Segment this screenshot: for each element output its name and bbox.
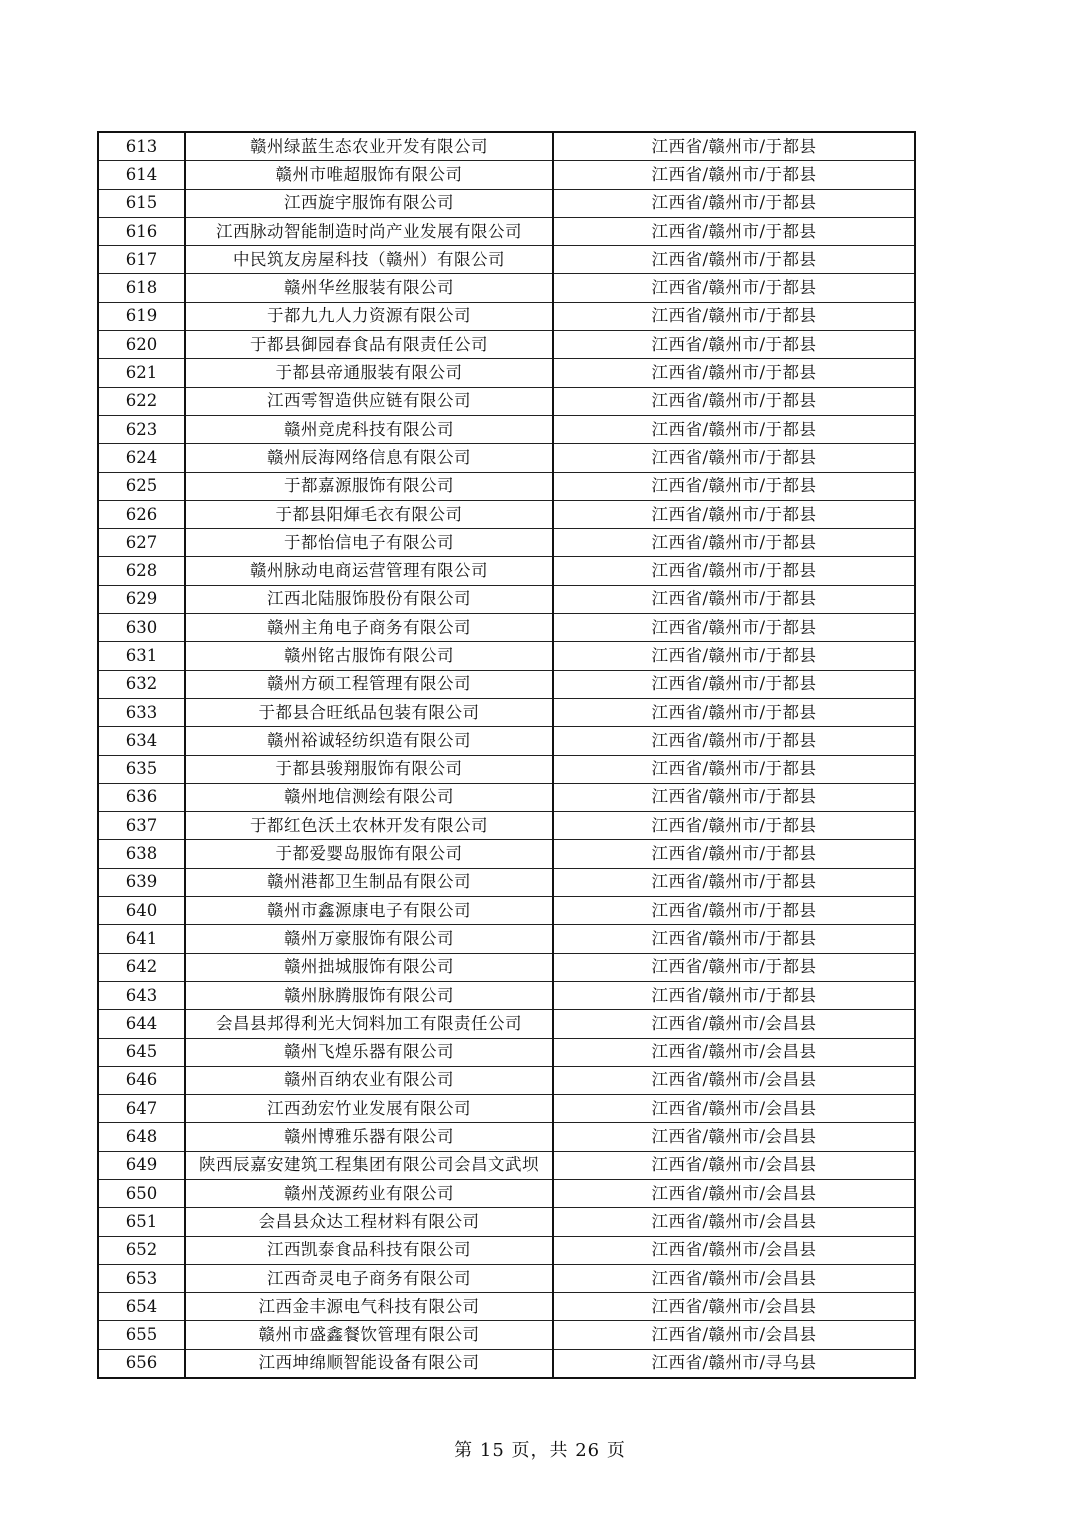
company-name: 赣州博雅乐器有限公司	[185, 1123, 553, 1151]
company-name: 赣州华丝服装有限公司	[185, 274, 553, 302]
table-row	[98, 472, 915, 500]
company-name: 于都县阳煇毛衣有限公司	[185, 500, 553, 528]
row-number: 646	[98, 1066, 185, 1094]
region: 江西省/赣州市/于都县	[553, 953, 915, 981]
region: 江西省/赣州市/于都县	[553, 444, 915, 472]
table-row	[98, 981, 915, 1009]
company-name: 江西旋宇服饰有限公司	[185, 189, 553, 217]
company-name: 赣州辰海网络信息有限公司	[185, 444, 553, 472]
company-name: 赣州市唯超服饰有限公司	[185, 161, 553, 189]
company-name: 赣州裕诚轻纺织造有限公司	[185, 727, 553, 755]
company-name: 于都县帝通服装有限公司	[185, 359, 553, 387]
table-row	[98, 1236, 915, 1264]
region: 江西省/赣州市/于都县	[553, 812, 915, 840]
company-name: 赣州茂源药业有限公司	[185, 1179, 553, 1207]
table-row	[98, 1264, 915, 1292]
region: 江西省/赣州市/会昌县	[553, 1066, 915, 1094]
row-number: 640	[98, 897, 185, 925]
region: 江西省/赣州市/于都县	[553, 840, 915, 868]
table-row	[98, 1151, 915, 1179]
company-name: 于都怡信电子有限公司	[185, 529, 553, 557]
region: 江西省/赣州市/于都县	[553, 698, 915, 726]
region: 江西省/赣州市/会昌县	[553, 1151, 915, 1179]
table-row	[98, 614, 915, 642]
table-row	[98, 1179, 915, 1207]
company-name: 江西雩智造供应链有限公司	[185, 387, 553, 415]
table-row	[98, 274, 915, 302]
row-number: 634	[98, 727, 185, 755]
company-name: 于都县合旺纸品包装有限公司	[185, 698, 553, 726]
company-name: 赣州地信测绘有限公司	[185, 783, 553, 811]
table-row	[98, 1095, 915, 1123]
table-row	[98, 189, 915, 217]
table-row	[98, 132, 915, 161]
table-row	[98, 868, 915, 896]
region: 江西省/赣州市/会昌县	[553, 1208, 915, 1236]
company-name: 赣州飞煌乐器有限公司	[185, 1038, 553, 1066]
region: 江西省/赣州市/于都县	[553, 500, 915, 528]
company-name: 江西凯泰食品科技有限公司	[185, 1236, 553, 1264]
table-row	[98, 925, 915, 953]
region: 江西省/赣州市/会昌县	[553, 1179, 915, 1207]
company-name: 赣州拙城服饰有限公司	[185, 953, 553, 981]
row-number: 628	[98, 557, 185, 585]
company-name: 于都嘉源服饰有限公司	[185, 472, 553, 500]
row-number: 656	[98, 1349, 185, 1378]
row-number: 638	[98, 840, 185, 868]
company-name: 江西坤绵顺智能设备有限公司	[185, 1349, 553, 1378]
table-row	[98, 585, 915, 613]
table-row	[98, 161, 915, 189]
row-number: 650	[98, 1179, 185, 1207]
row-number: 613	[98, 132, 185, 161]
region: 江西省/赣州市/于都县	[553, 981, 915, 1009]
region: 江西省/赣州市/于都县	[553, 868, 915, 896]
row-number: 622	[98, 387, 185, 415]
table-row	[98, 698, 915, 726]
row-number: 629	[98, 585, 185, 613]
table-row	[98, 415, 915, 443]
region: 江西省/赣州市/于都县	[553, 161, 915, 189]
company-name: 赣州铭古服饰有限公司	[185, 642, 553, 670]
region: 江西省/赣州市/会昌县	[553, 1293, 915, 1321]
company-name: 中民筑友房屋科技（赣州）有限公司	[185, 246, 553, 274]
region: 江西省/赣州市/会昌县	[553, 1095, 915, 1123]
row-number: 649	[98, 1151, 185, 1179]
row-number: 643	[98, 981, 185, 1009]
table-row	[98, 1349, 915, 1378]
row-number: 619	[98, 302, 185, 330]
region: 江西省/赣州市/于都县	[553, 783, 915, 811]
table-row	[98, 812, 915, 840]
row-number: 651	[98, 1208, 185, 1236]
row-number: 616	[98, 217, 185, 245]
company-name: 江西脉动智能制造时尚产业发展有限公司	[185, 217, 553, 245]
row-number: 617	[98, 246, 185, 274]
company-name: 江西劲宏竹业发展有限公司	[185, 1095, 553, 1123]
region: 江西省/赣州市/于都县	[553, 614, 915, 642]
row-number: 632	[98, 670, 185, 698]
region: 江西省/赣州市/于都县	[553, 359, 915, 387]
region: 江西省/赣州市/于都县	[553, 897, 915, 925]
row-number: 635	[98, 755, 185, 783]
region: 江西省/赣州市/于都县	[553, 132, 915, 161]
table-row	[98, 642, 915, 670]
company-name: 赣州百纳农业有限公司	[185, 1066, 553, 1094]
table-row	[98, 670, 915, 698]
company-name: 赣州市盛鑫餐饮管理有限公司	[185, 1321, 553, 1349]
row-number: 648	[98, 1123, 185, 1151]
row-number: 625	[98, 472, 185, 500]
region: 江西省/赣州市/于都县	[553, 246, 915, 274]
table-row	[98, 1321, 915, 1349]
table-row	[98, 217, 915, 245]
company-table	[97, 131, 916, 1379]
company-name: 赣州脉腾服饰有限公司	[185, 981, 553, 1009]
row-number: 652	[98, 1236, 185, 1264]
region: 江西省/赣州市/寻乌县	[553, 1349, 915, 1378]
company-name: 会昌县邦得利光大饲料加工有限责任公司	[185, 1010, 553, 1038]
region: 江西省/赣州市/于都县	[553, 472, 915, 500]
row-number: 633	[98, 698, 185, 726]
company-name: 赣州港都卫生制品有限公司	[185, 868, 553, 896]
row-number: 620	[98, 331, 185, 359]
region: 江西省/赣州市/于都县	[553, 557, 915, 585]
table-row	[98, 1123, 915, 1151]
table-row	[98, 755, 915, 783]
row-number: 641	[98, 925, 185, 953]
company-name: 于都红色沃土农林开发有限公司	[185, 812, 553, 840]
table-row	[98, 529, 915, 557]
company-name: 赣州主角电子商务有限公司	[185, 614, 553, 642]
table-row	[98, 1038, 915, 1066]
region: 江西省/赣州市/会昌县	[553, 1321, 915, 1349]
region: 江西省/赣州市/于都县	[553, 302, 915, 330]
company-name: 于都爱婴岛服饰有限公司	[185, 840, 553, 868]
region: 江西省/赣州市/于都县	[553, 331, 915, 359]
table-row	[98, 246, 915, 274]
table-row	[98, 331, 915, 359]
company-name: 赣州方硕工程管理有限公司	[185, 670, 553, 698]
table-row	[98, 387, 915, 415]
row-number: 639	[98, 868, 185, 896]
row-number: 631	[98, 642, 185, 670]
region: 江西省/赣州市/于都县	[553, 755, 915, 783]
row-number: 654	[98, 1293, 185, 1321]
region: 江西省/赣州市/于都县	[553, 189, 915, 217]
row-number: 614	[98, 161, 185, 189]
row-number: 624	[98, 444, 185, 472]
row-number: 647	[98, 1095, 185, 1123]
company-name: 于都九九人力资源有限公司	[185, 302, 553, 330]
region: 江西省/赣州市/于都县	[553, 415, 915, 443]
table-body	[98, 132, 915, 1378]
table-row	[98, 783, 915, 811]
table-row	[98, 1066, 915, 1094]
table-row	[98, 1208, 915, 1236]
table-row	[98, 1010, 915, 1038]
region: 江西省/赣州市/会昌县	[553, 1236, 915, 1264]
row-number: 615	[98, 189, 185, 217]
company-name: 于都县御园春食品有限责任公司	[185, 331, 553, 359]
row-number: 623	[98, 415, 185, 443]
table-row	[98, 727, 915, 755]
region: 江西省/赣州市/于都县	[553, 585, 915, 613]
region: 江西省/赣州市/于都县	[553, 217, 915, 245]
region: 江西省/赣州市/于都县	[553, 529, 915, 557]
company-name: 陕西辰嘉安建筑工程集团有限公司会昌文武坝	[185, 1151, 553, 1179]
company-name: 赣州市鑫源康电子有限公司	[185, 897, 553, 925]
row-number: 655	[98, 1321, 185, 1349]
row-number: 644	[98, 1010, 185, 1038]
row-number: 636	[98, 783, 185, 811]
region: 江西省/赣州市/于都县	[553, 925, 915, 953]
company-name: 赣州竞虎科技有限公司	[185, 415, 553, 443]
table-row	[98, 500, 915, 528]
region: 江西省/赣州市/会昌县	[553, 1123, 915, 1151]
row-number: 645	[98, 1038, 185, 1066]
row-number: 618	[98, 274, 185, 302]
region: 江西省/赣州市/于都县	[553, 642, 915, 670]
region: 江西省/赣州市/会昌县	[553, 1264, 915, 1292]
region: 江西省/赣州市/于都县	[553, 670, 915, 698]
company-name: 江西奇灵电子商务有限公司	[185, 1264, 553, 1292]
table-row	[98, 1293, 915, 1321]
row-number: 626	[98, 500, 185, 528]
row-number: 621	[98, 359, 185, 387]
row-number: 637	[98, 812, 185, 840]
page-footer: 第 15 页，共 26 页	[454, 1440, 626, 1461]
table-row	[98, 444, 915, 472]
company-name: 赣州绿蓝生态农业开发有限公司	[185, 132, 553, 161]
company-name: 江西北陆服饰股份有限公司	[185, 585, 553, 613]
table-row	[98, 359, 915, 387]
company-name: 赣州万豪服饰有限公司	[185, 925, 553, 953]
table-row	[98, 840, 915, 868]
company-name: 赣州脉动电商运营管理有限公司	[185, 557, 553, 585]
table-row	[98, 302, 915, 330]
region: 江西省/赣州市/会昌县	[553, 1010, 915, 1038]
region: 江西省/赣州市/于都县	[553, 727, 915, 755]
row-number: 642	[98, 953, 185, 981]
row-number: 630	[98, 614, 185, 642]
company-name: 于都县骏翔服饰有限公司	[185, 755, 553, 783]
table-row	[98, 953, 915, 981]
region: 江西省/赣州市/于都县	[553, 387, 915, 415]
company-name: 江西金丰源电气科技有限公司	[185, 1293, 553, 1321]
company-name: 会昌县众达工程材料有限公司	[185, 1208, 553, 1236]
table-row	[98, 557, 915, 585]
region: 江西省/赣州市/于都县	[553, 274, 915, 302]
region: 江西省/赣州市/会昌县	[553, 1038, 915, 1066]
row-number: 653	[98, 1264, 185, 1292]
row-number: 627	[98, 529, 185, 557]
table-row	[98, 897, 915, 925]
